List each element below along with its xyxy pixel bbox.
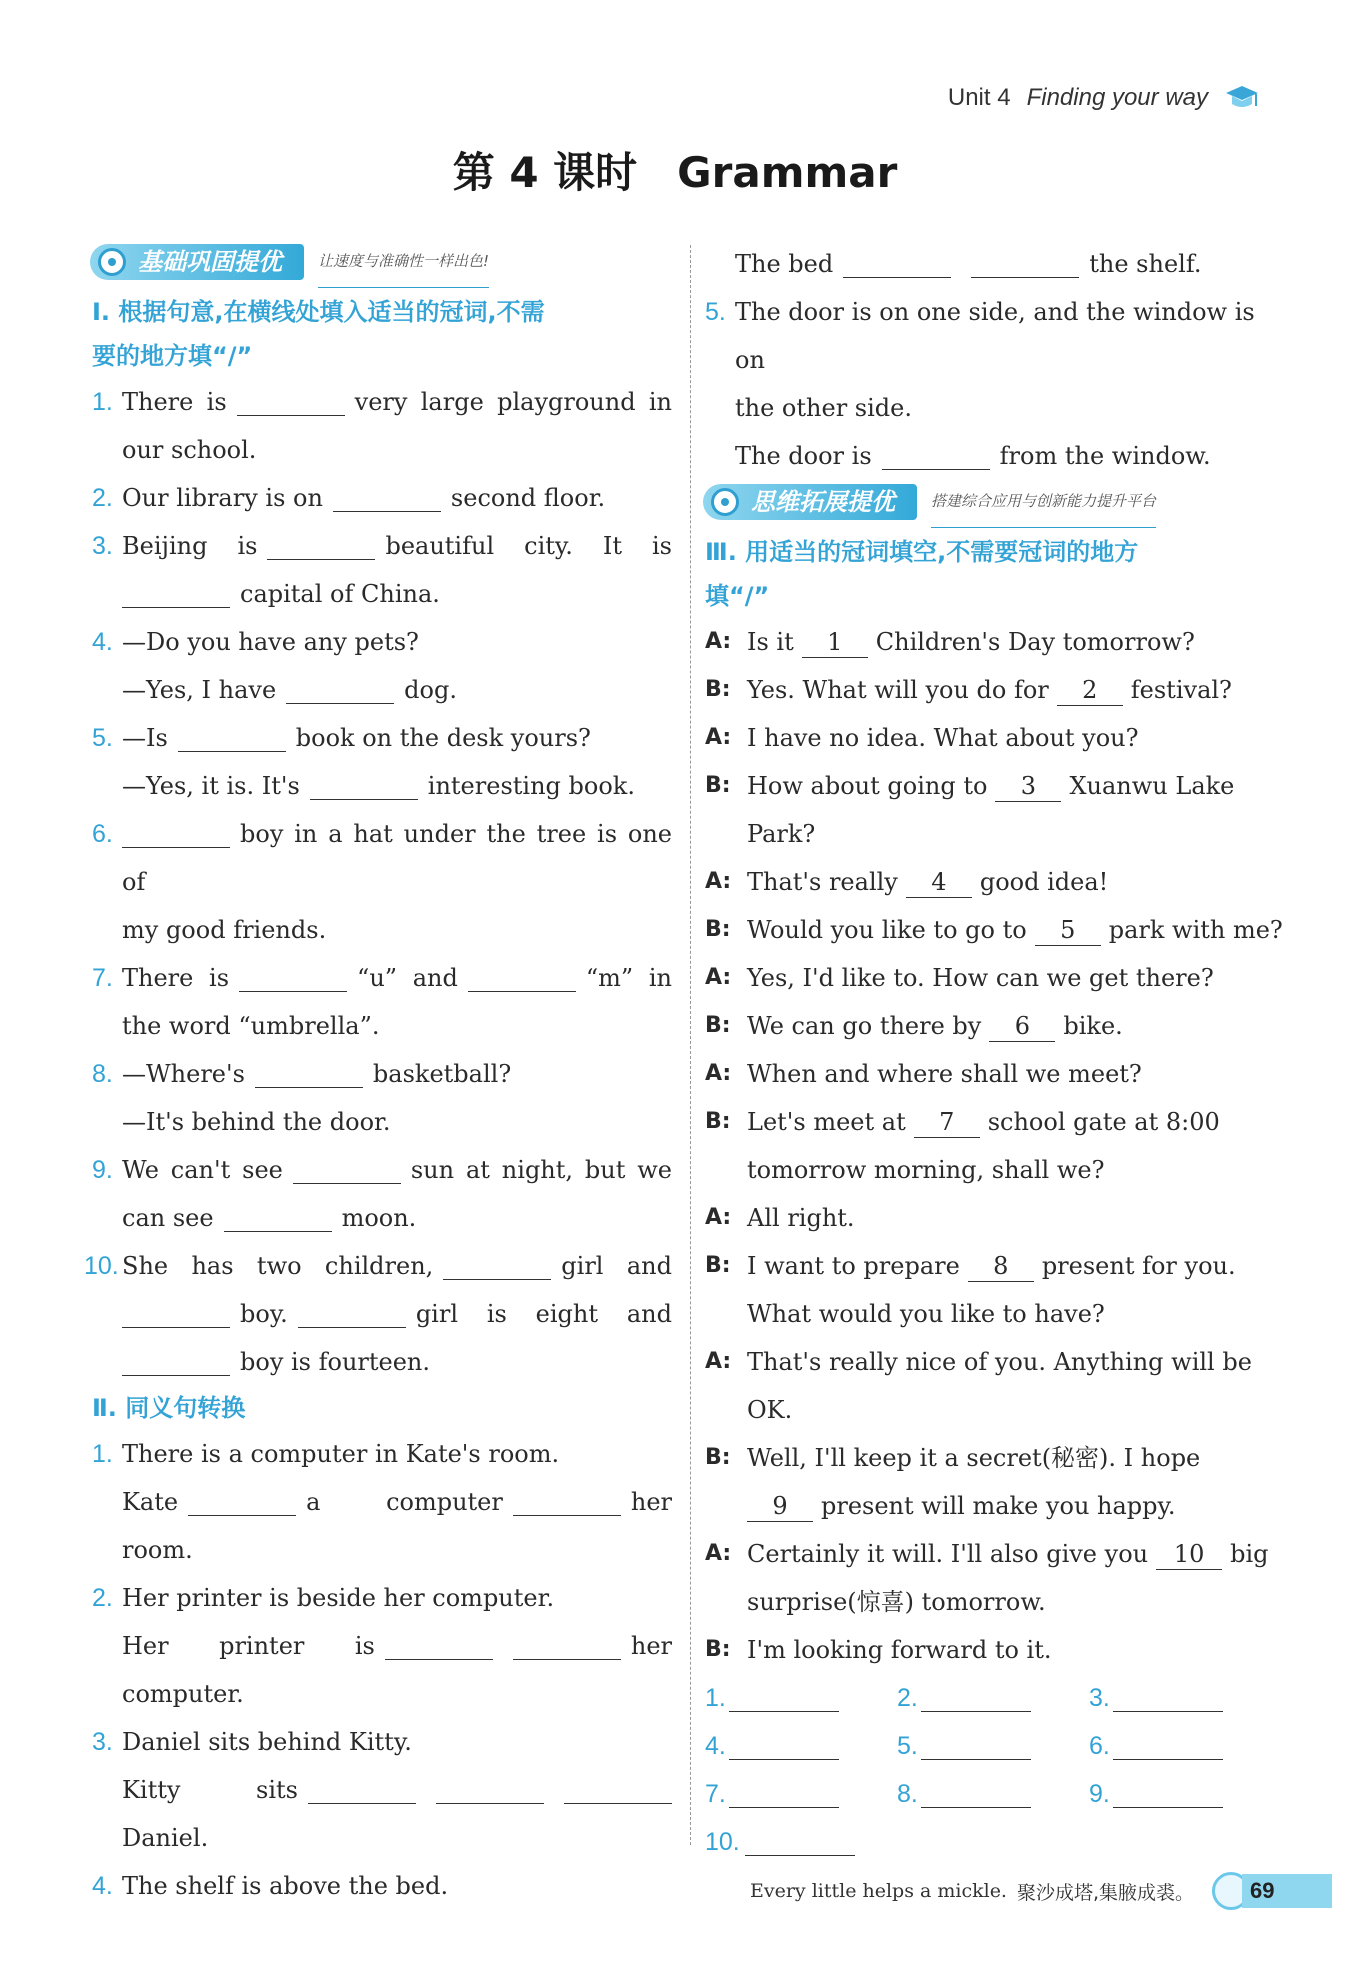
- question-1-1: 1. There is very large playground in our school.: [92, 378, 672, 474]
- dialogue-line: A: That's really nice of you. Anything will be OK.: [705, 1348, 1252, 1424]
- flower-icon: [711, 488, 739, 516]
- page-footer: [750, 1872, 1332, 1910]
- dialogue-line: A: That's really 4 good idea!: [705, 868, 1109, 896]
- question-2-2: 2. Her printer is beside her computer. Her printer is her computer.: [92, 1584, 672, 1708]
- dialogue-line: A: I have no idea. What about you?: [705, 724, 1139, 752]
- numbered-blank[interactable]: 5: [1035, 915, 1101, 946]
- answer-grid: 1. 2. 3. 4. 5. 6. 7. 8. 9. 10.: [705, 1674, 1290, 1866]
- numbered-blank[interactable]: 9: [747, 1491, 813, 1522]
- left-column: [84, 240, 673, 1910]
- dialogue-line: B: We can go there by 6 bike.: [705, 1012, 1123, 1040]
- banner-extension: 思维拓展提优 搭建综合应用与创新能力提升平台: [703, 480, 1290, 524]
- section-3-title: Ⅲ. 用适当的冠词填空,不需要冠词的地方 填“/”: [705, 538, 1139, 610]
- question-1-2: 2. Our library is on second floor.: [92, 474, 672, 522]
- answer-blank[interactable]: [239, 961, 347, 992]
- question-1-6: 6. boy in a hat under the tree is one of my good friends.: [92, 810, 672, 954]
- answer-blank[interactable]: [468, 961, 576, 992]
- answer-blank[interactable]: [310, 769, 418, 800]
- page-number: 69: [1242, 1874, 1332, 1908]
- question-2-5: 5. The door is on one side, and the window is on the other side. The door is from the window.: [705, 298, 1255, 470]
- answer-blank[interactable]: [745, 1825, 855, 1856]
- answer-blank[interactable]: [122, 1297, 230, 1328]
- dialogue-line: A: All right.: [705, 1204, 855, 1232]
- dialogue-line: B: Let's meet at 7 school gate at 8:00 tomorrow morning, shall we?: [705, 1108, 1220, 1184]
- question-2-1: 1. There is a computer in Kate's room. Kate a computer her room.: [92, 1440, 672, 1564]
- question-1-8: 8. —Where's basketball? —It's behind the door.: [92, 1050, 672, 1146]
- answer-blank[interactable]: [298, 1297, 406, 1328]
- dialogue-line: B: How about going to 3 Xuanwu Lake Park?: [705, 772, 1235, 848]
- dialogue-line: A: Certainly it will. I'll also give you 10 big surprise(惊喜) tomorrow.: [705, 1540, 1269, 1616]
- numbered-blank[interactable]: 4: [906, 867, 972, 898]
- question-1-5: 5. —Is book on the desk yours? —Yes, it is. It's interesting book.: [92, 714, 672, 810]
- answer-blank[interactable]: [729, 1729, 839, 1760]
- answer-blank[interactable]: [333, 481, 441, 512]
- question-1-4: 4. —Do you have any pets? —Yes, I have dog.: [92, 628, 457, 704]
- answer-blank[interactable]: [122, 817, 230, 848]
- dialogue-line: A: When and where shall we meet?: [705, 1060, 1142, 1088]
- answer-blank[interactable]: [436, 1773, 544, 1804]
- question-2-4-rewrite: The bed the shelf.: [705, 240, 1290, 288]
- answer-blank[interactable]: [237, 385, 345, 416]
- unit-topic: Finding your way: [1026, 84, 1208, 111]
- numbered-blank[interactable]: 2: [1057, 675, 1123, 706]
- target-icon: [98, 248, 126, 276]
- question-2-4: 4. The shelf is above the bed.: [92, 1872, 449, 1900]
- numbered-blank[interactable]: 6: [989, 1011, 1055, 1042]
- numbered-blank[interactable]: 10: [1156, 1539, 1222, 1570]
- motto-en: Every little helps a mickle.: [750, 1880, 1007, 1902]
- question-1-10: 10. She has two children, girl and boy. girl is eight and boy is fourteen.: [92, 1242, 672, 1386]
- answer-blank[interactable]: [293, 1153, 401, 1184]
- dialogue-line: A: Is it 1 Children's Day tomorrow?: [705, 628, 1195, 656]
- page-number-badge: [1212, 1872, 1332, 1910]
- question-1-9: 9. We can't see sun at night, but we can see moon.: [92, 1146, 672, 1242]
- answer-blank[interactable]: [1113, 1681, 1223, 1712]
- answer-blank[interactable]: [385, 1629, 493, 1660]
- answer-blank[interactable]: [443, 1249, 551, 1280]
- answer-blank[interactable]: [971, 247, 1079, 278]
- page-header: [948, 84, 1260, 112]
- answer-blank[interactable]: [513, 1485, 621, 1516]
- answer-blank[interactable]: [882, 439, 990, 470]
- answer-blank[interactable]: [178, 721, 286, 752]
- unit-label: Unit 4: [947, 84, 1011, 111]
- dialogue-line: B: Yes. What will you do for 2 festival?: [705, 676, 1232, 704]
- section-2-title: Ⅱ. 同义句转换: [92, 1394, 246, 1422]
- motto-cn: 聚沙成塔,集腋成裘。: [1016, 1881, 1195, 1904]
- numbered-blank[interactable]: 3: [995, 771, 1061, 802]
- question-1-7: 7. There is “u” and “m” in the word “umbrella”.: [92, 954, 672, 1050]
- column-divider: [690, 245, 691, 1845]
- answer-blank[interactable]: [921, 1681, 1031, 1712]
- numbered-blank[interactable]: 8: [968, 1251, 1034, 1282]
- answer-blank[interactable]: [224, 1201, 332, 1232]
- answer-blank[interactable]: [122, 577, 230, 608]
- dialogue: [705, 618, 1290, 1674]
- answer-blank[interactable]: [729, 1681, 839, 1712]
- section-1-title: Ⅰ. 根据句意,在横线处填入适当的冠词,不需 要的地方填“/”: [92, 298, 545, 370]
- answer-blank[interactable]: [921, 1777, 1031, 1808]
- dialogue-line: B: I want to prepare 8 present for you. What would you like to have?: [705, 1252, 1236, 1328]
- answer-blank[interactable]: [1113, 1777, 1223, 1808]
- answer-blank[interactable]: [729, 1777, 839, 1808]
- question-2-3: 3. Daniel sits behind Kitty. Kitty sits Daniel.: [92, 1718, 672, 1862]
- dialogue-line: B: I'm looking forward to it.: [705, 1636, 1052, 1664]
- answer-blank[interactable]: [843, 247, 951, 278]
- answer-blank[interactable]: [921, 1729, 1031, 1760]
- right-column: [705, 240, 1290, 1866]
- answer-blank[interactable]: [513, 1629, 621, 1660]
- answer-blank[interactable]: [267, 529, 375, 560]
- answer-blank[interactable]: [564, 1773, 672, 1804]
- answer-blank[interactable]: [308, 1773, 416, 1804]
- answer-blank[interactable]: [1113, 1729, 1223, 1760]
- graduation-cap-icon: [1224, 84, 1260, 112]
- numbered-blank[interactable]: 7: [914, 1107, 980, 1138]
- page-title: 第 4 课时 Grammar: [452, 148, 898, 197]
- dialogue-line: B: Would you like to go to 5 park with me?: [705, 916, 1283, 944]
- dialogue-line: B: Well, I'll keep it a secret(秘密). I hope 9 present will make you happy.: [705, 1444, 1201, 1520]
- dialogue-line: A: Yes, I'd like to. How can we get there?: [705, 964, 1214, 992]
- answer-blank[interactable]: [255, 1057, 363, 1088]
- answer-blank[interactable]: [122, 1345, 230, 1376]
- question-1-3: 3. Beijing is beautiful city. It is capital of China.: [92, 522, 672, 618]
- answer-blank[interactable]: [286, 673, 394, 704]
- numbered-blank[interactable]: 1: [802, 627, 868, 658]
- answer-blank[interactable]: [188, 1485, 296, 1516]
- banner-basic: 基础巩固提优 让速度与准确性一样出色!: [90, 240, 672, 284]
